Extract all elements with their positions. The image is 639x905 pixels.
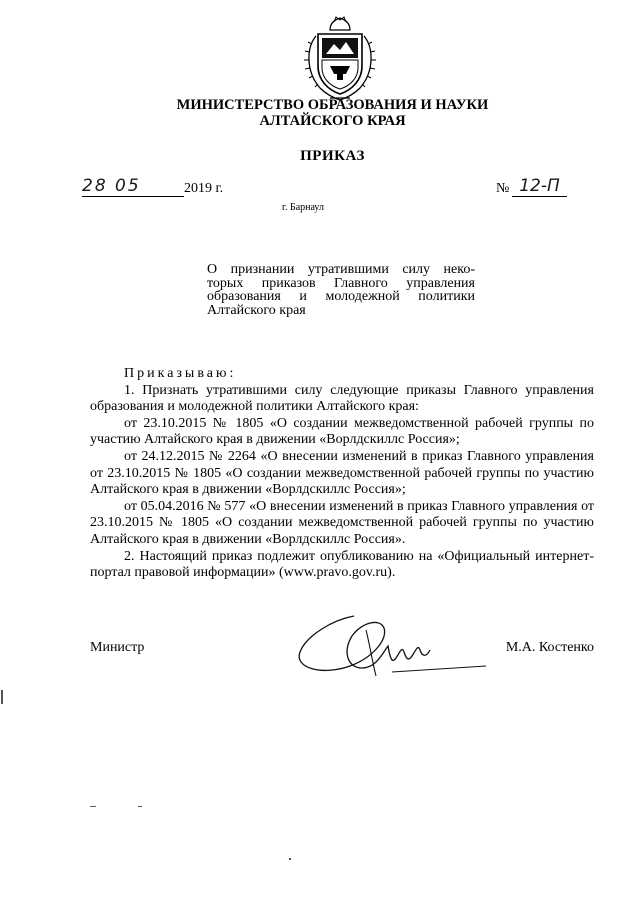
body-paragraph: от 23.10.2015 № 1805 «О создании межведомственной рабочей группы по участию Алтайского края в движении «Ворлдскиллс Россия»; [90,415,594,448]
date-year: 2019 г. [184,181,224,196]
coat-of-arms-emblem [300,14,380,104]
document-number [496,178,606,202]
number-handwritten: 12-П [512,176,567,197]
subject-line: образования и молодежной политики [207,289,475,304]
scan-artifact [1,690,3,704]
signer-position: Министр [90,640,145,655]
subject-line: торых приказов Главного управления [207,275,475,291]
scan-artifact [90,806,96,807]
document-type-title: ПРИКАЗ [300,148,365,164]
order-lead: Приказываю: [124,366,237,381]
signature-block [90,640,594,670]
number-sign: № [496,181,510,196]
scan-artifact [138,806,142,807]
date-handwritten: 28 05 [82,176,184,197]
document-body [90,366,594,582]
signer-name: М.А. Костенко [505,640,594,655]
body-paragraph: от 24.12.2015 № 2264 «О внесении изменений в приказ Главного управления от 23.10.2015 № 1805 «О создании межведомственной рабочей группы по участию Алтайского края в движении «Ворлдскиллс Россия»; [90,448,594,498]
document-subject [207,263,475,317]
subject-line: О признании утратившими силу неко- [207,262,475,277]
subject-line: Алтайского края [207,302,306,318]
body-paragraph: от 05.04.2016 № 577 «О внесении изменений в приказ Главного управления от 23.10.2015 № 1805 «О создании межведомственной рабочей группы по участию Алтайского края в движении «Ворлдскиллс Россия». [90,498,594,547]
city-label: г. Барнаул [282,202,324,213]
body-paragraph: 2. Настоящий приказ подлежит опубликованию на «Официальный интернет-портал правовой информации» (www.pravo.gov.ru). [90,548,594,581]
ministry-name-line1: МИНИСТЕРСТВО ОБРАЗОВАНИЯ И НАУКИ [176,97,489,113]
body-paragraph: 1. Признать утратившими силу следующие приказы Главного управления образования и молодежной политики Алтайского края: [90,382,594,415]
ministry-name-line2: АЛТАЙСКОГО КРАЯ [259,113,406,129]
scan-artifact [289,858,291,860]
